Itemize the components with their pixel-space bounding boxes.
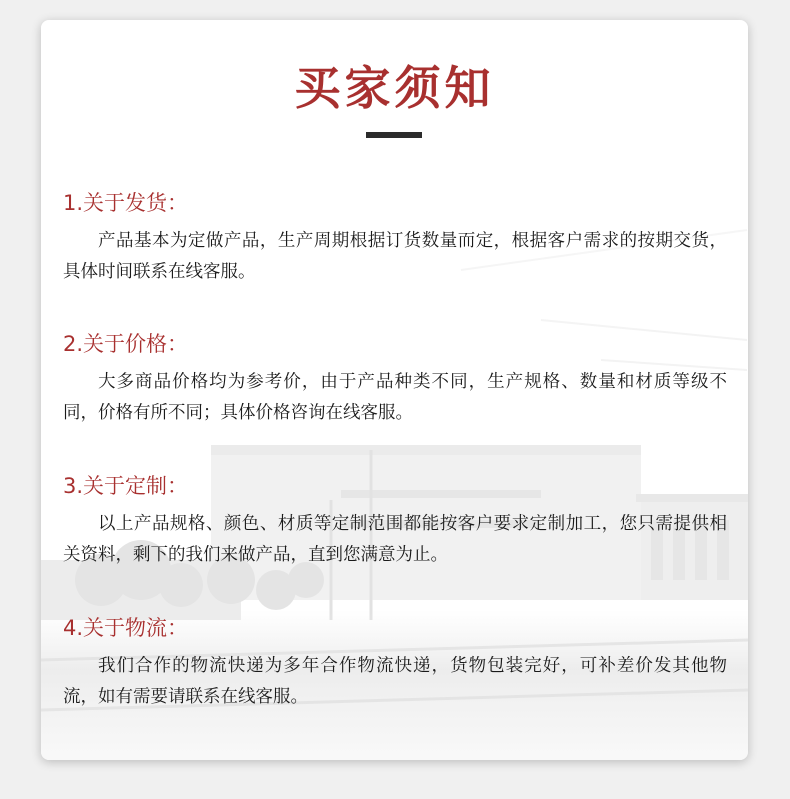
- section-heading: 2.关于价格：: [63, 332, 189, 356]
- section-price: [63, 329, 727, 429]
- title-underline: [366, 132, 422, 138]
- section-customization: [63, 471, 727, 571]
- section-logistics: [63, 613, 727, 713]
- section-heading: 3.关于定制：: [63, 474, 189, 498]
- section-body: 以上产品规格、颜色、材质等定制范围都能按客户要求定制加工，您只需提供相关资料，剩下的我们来做产品，直到您满意为止。: [63, 514, 727, 565]
- section-shipping: [63, 188, 727, 288]
- section-body: 我们合作的物流快递为多年合作物流快递，货物包装完好，可补差价发其他物流，如有需要请联系在线客服。: [63, 656, 727, 707]
- section-body: 产品基本为定做产品，生产周期根据订货数量而定，根据客户需求的按期交货，具体时间联系在线客服。: [63, 231, 727, 282]
- section-heading: 4.关于物流：: [63, 616, 189, 640]
- section-heading: 1.关于发货：: [63, 191, 189, 215]
- notice-card: [41, 20, 748, 760]
- page-title: 买家须知: [294, 61, 495, 115]
- section-body: 大多商品价格均为参考价，由于产品种类不同，生产规格、数量和材质等级不同，价格有所不同；具体价格咨询在线客服。: [63, 372, 727, 423]
